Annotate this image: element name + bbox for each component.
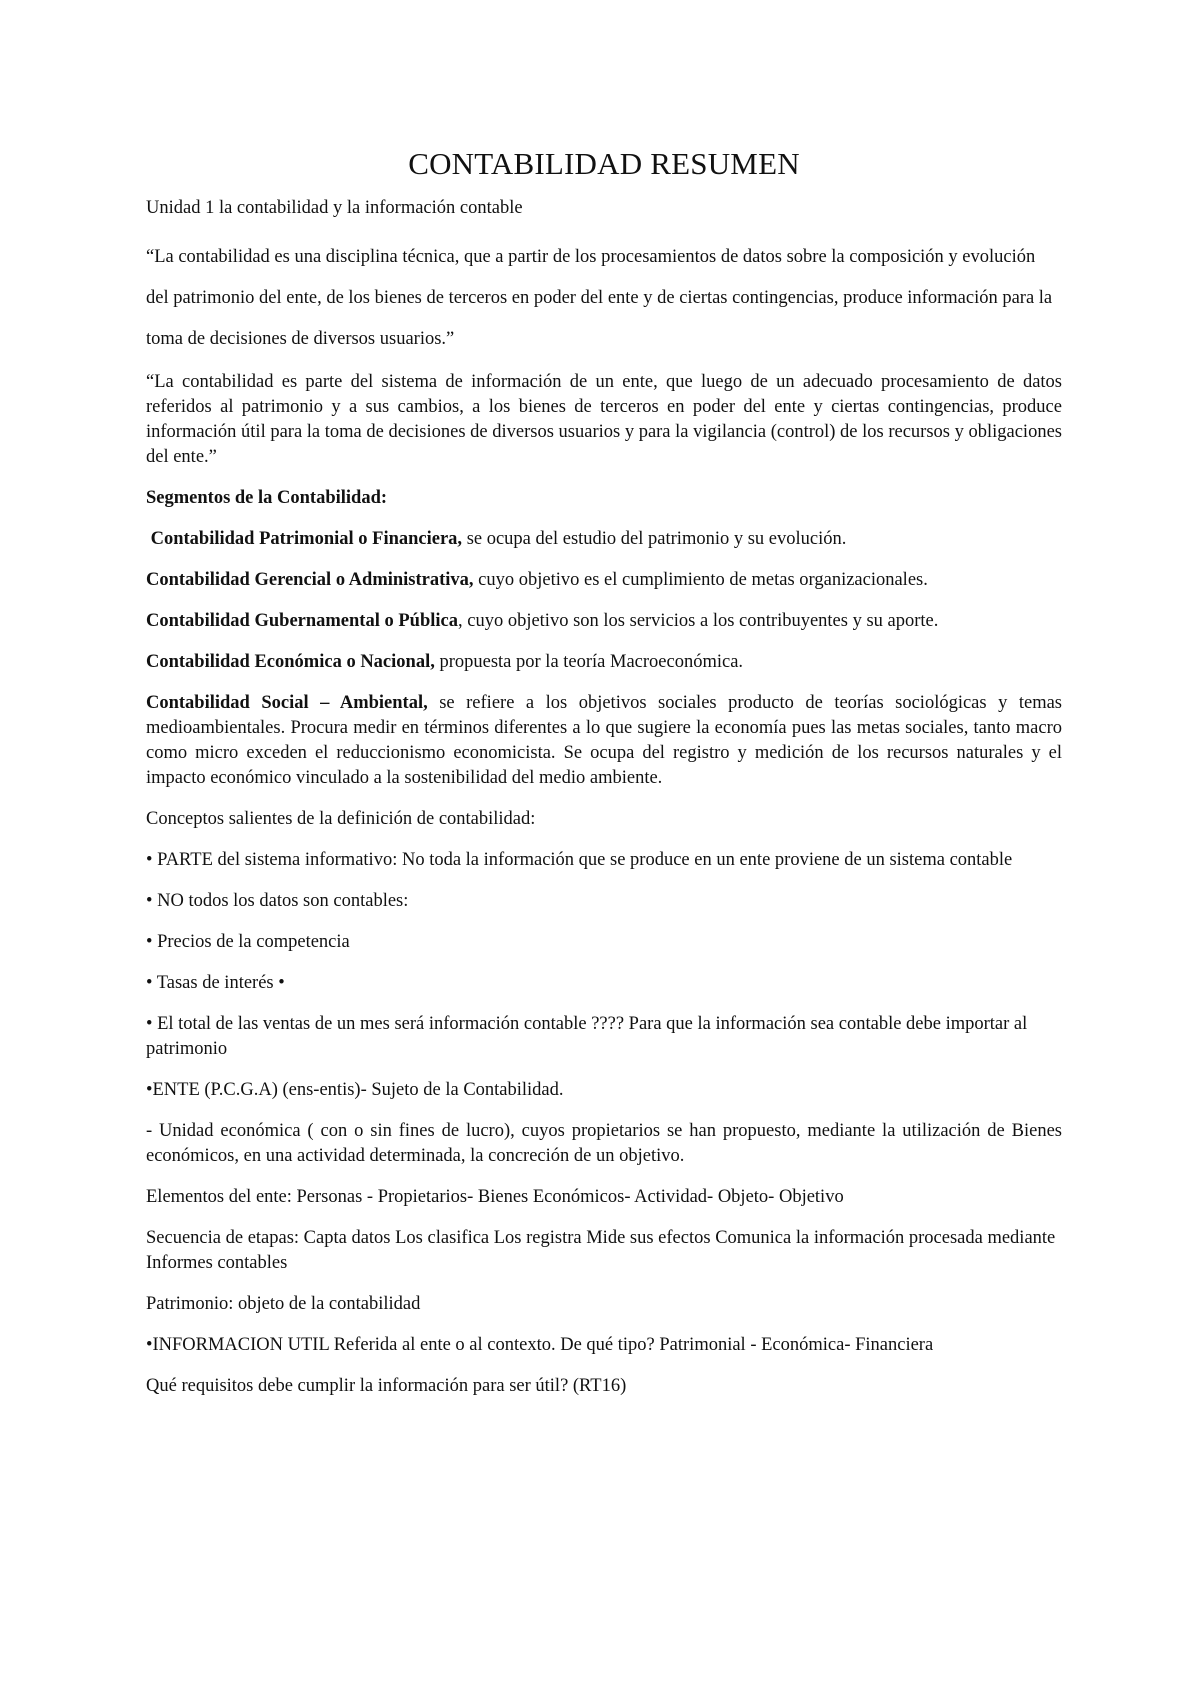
body-paragraph: Elementos del ente: Personas - Propietarios- Bienes Económicos- Actividad- Objeto- Objetivo — [146, 1187, 844, 1207]
bullet-paragraph: • El total de las ventas de un mes será información contable ???? Para que la información sea contable debe importar al patrimonio — [146, 1014, 1028, 1059]
definition-paragraph-2: “La contabilidad es parte del sistema de información de un ente, que luego de un adecuado procesamiento de datos referidos al patrimonio y a sus cambios, a los bienes de terceros en poder del ente y ciertas contingencias, produce información útil para la toma de decisiones de diversos usuarios y para la vigilancia (control) de los recursos y obligaciones del ente.” — [146, 372, 1062, 467]
body-paragraph: Patrimonio: objeto de la contabilidad — [146, 1294, 421, 1314]
page-title: CONTABILIDAD RESUMEN — [408, 146, 800, 181]
body-paragraph: Secuencia de etapas: Capta datos Los clasifica Los registra Mide sus efectos Comunica la información procesada mediante Informes contables — [146, 1228, 1056, 1273]
segment-paragraph — [146, 609, 1062, 634]
unit-heading: Unidad 1 la contabilidad y la información contable — [146, 198, 523, 218]
segment-text: propuesta por la teoría Macroeconómica. — [434, 652, 744, 672]
segment-term: Contabilidad Gubernamental o Pública — [146, 611, 458, 631]
segments-heading — [146, 486, 1062, 511]
segment-text: se ocupa del estudio del patrimonio y su evolución. — [462, 529, 847, 549]
segments-heading-text: Segmentos de la Contabilidad: — [146, 488, 388, 508]
body-paragraph: - Unidad económica ( con o sin fines de lucro), cuyos propietarios se han propuesto, mediante la utilización de Bienes económicos, en una actividad determinada, la concreción de un objetivo. — [146, 1121, 1062, 1166]
segment-term: Contabilidad Social – Ambiental, — [146, 693, 428, 713]
segment-term: Contabilidad Económica o Nacional, — [146, 652, 435, 672]
bullet-paragraph: • PARTE del sistema informativo: No toda la información que se produce en un ente proviene de un sistema contable — [146, 850, 1013, 870]
segment-text: se refiere a los objetivos sociales producto de teorías sociológicas y temas medioambientales. Procura medir en términos diferentes a lo que sugiere la economía pues las metas sociales, tanto macro como micro exceden el reduccionismo economicista. Se ocupa del registro y medición de los recursos naturales y el impacto económico vinculado a la sostenibilidad del medio ambiente. — [146, 693, 1062, 788]
bullet-paragraph: •INFORMACION UTIL Referida al ente o al contexto. De qué tipo? Patrimonial - Económica- Financiera — [146, 1335, 934, 1355]
segment-text: cuyo objetivo es el cumplimiento de metas organizacionales. — [473, 570, 928, 590]
segment-paragraph — [146, 527, 1062, 552]
bullet-paragraph: • Tasas de interés • — [146, 973, 285, 993]
definition-paragraph-1: “La contabilidad es una disciplina técnica, que a partir de los procesamientos de datos sobre la composición y evolución del patrimonio del ente, de los bienes de terceros en poder del ente y de ciertas contingencias, produce información para la toma de decisiones de diversos usuarios.” — [146, 247, 1053, 349]
segment-term: Contabilidad Gerencial o Administrativa, — [146, 570, 474, 590]
segment-term: Contabilidad Patrimonial o Financiera, — [150, 529, 463, 549]
segment-paragraph — [146, 568, 1062, 593]
bullet-paragraph: • Precios de la competencia — [146, 932, 350, 952]
segment-paragraph — [146, 691, 1062, 791]
bullet-paragraph: •ENTE (P.C.G.A) (ens-entis)- Sujeto de la Contabilidad. — [146, 1080, 564, 1100]
segment-text: , cuyo objetivo son los servicios a los contribuyentes y su aporte. — [457, 611, 939, 631]
bullet-paragraph: • NO todos los datos son contables: — [146, 891, 409, 911]
segment-paragraph — [146, 650, 1062, 675]
body-paragraph: Conceptos salientes de la definición de contabilidad: — [146, 809, 536, 829]
body-paragraph: Qué requisitos debe cumplir la información para ser útil? (RT16) — [146, 1376, 627, 1396]
